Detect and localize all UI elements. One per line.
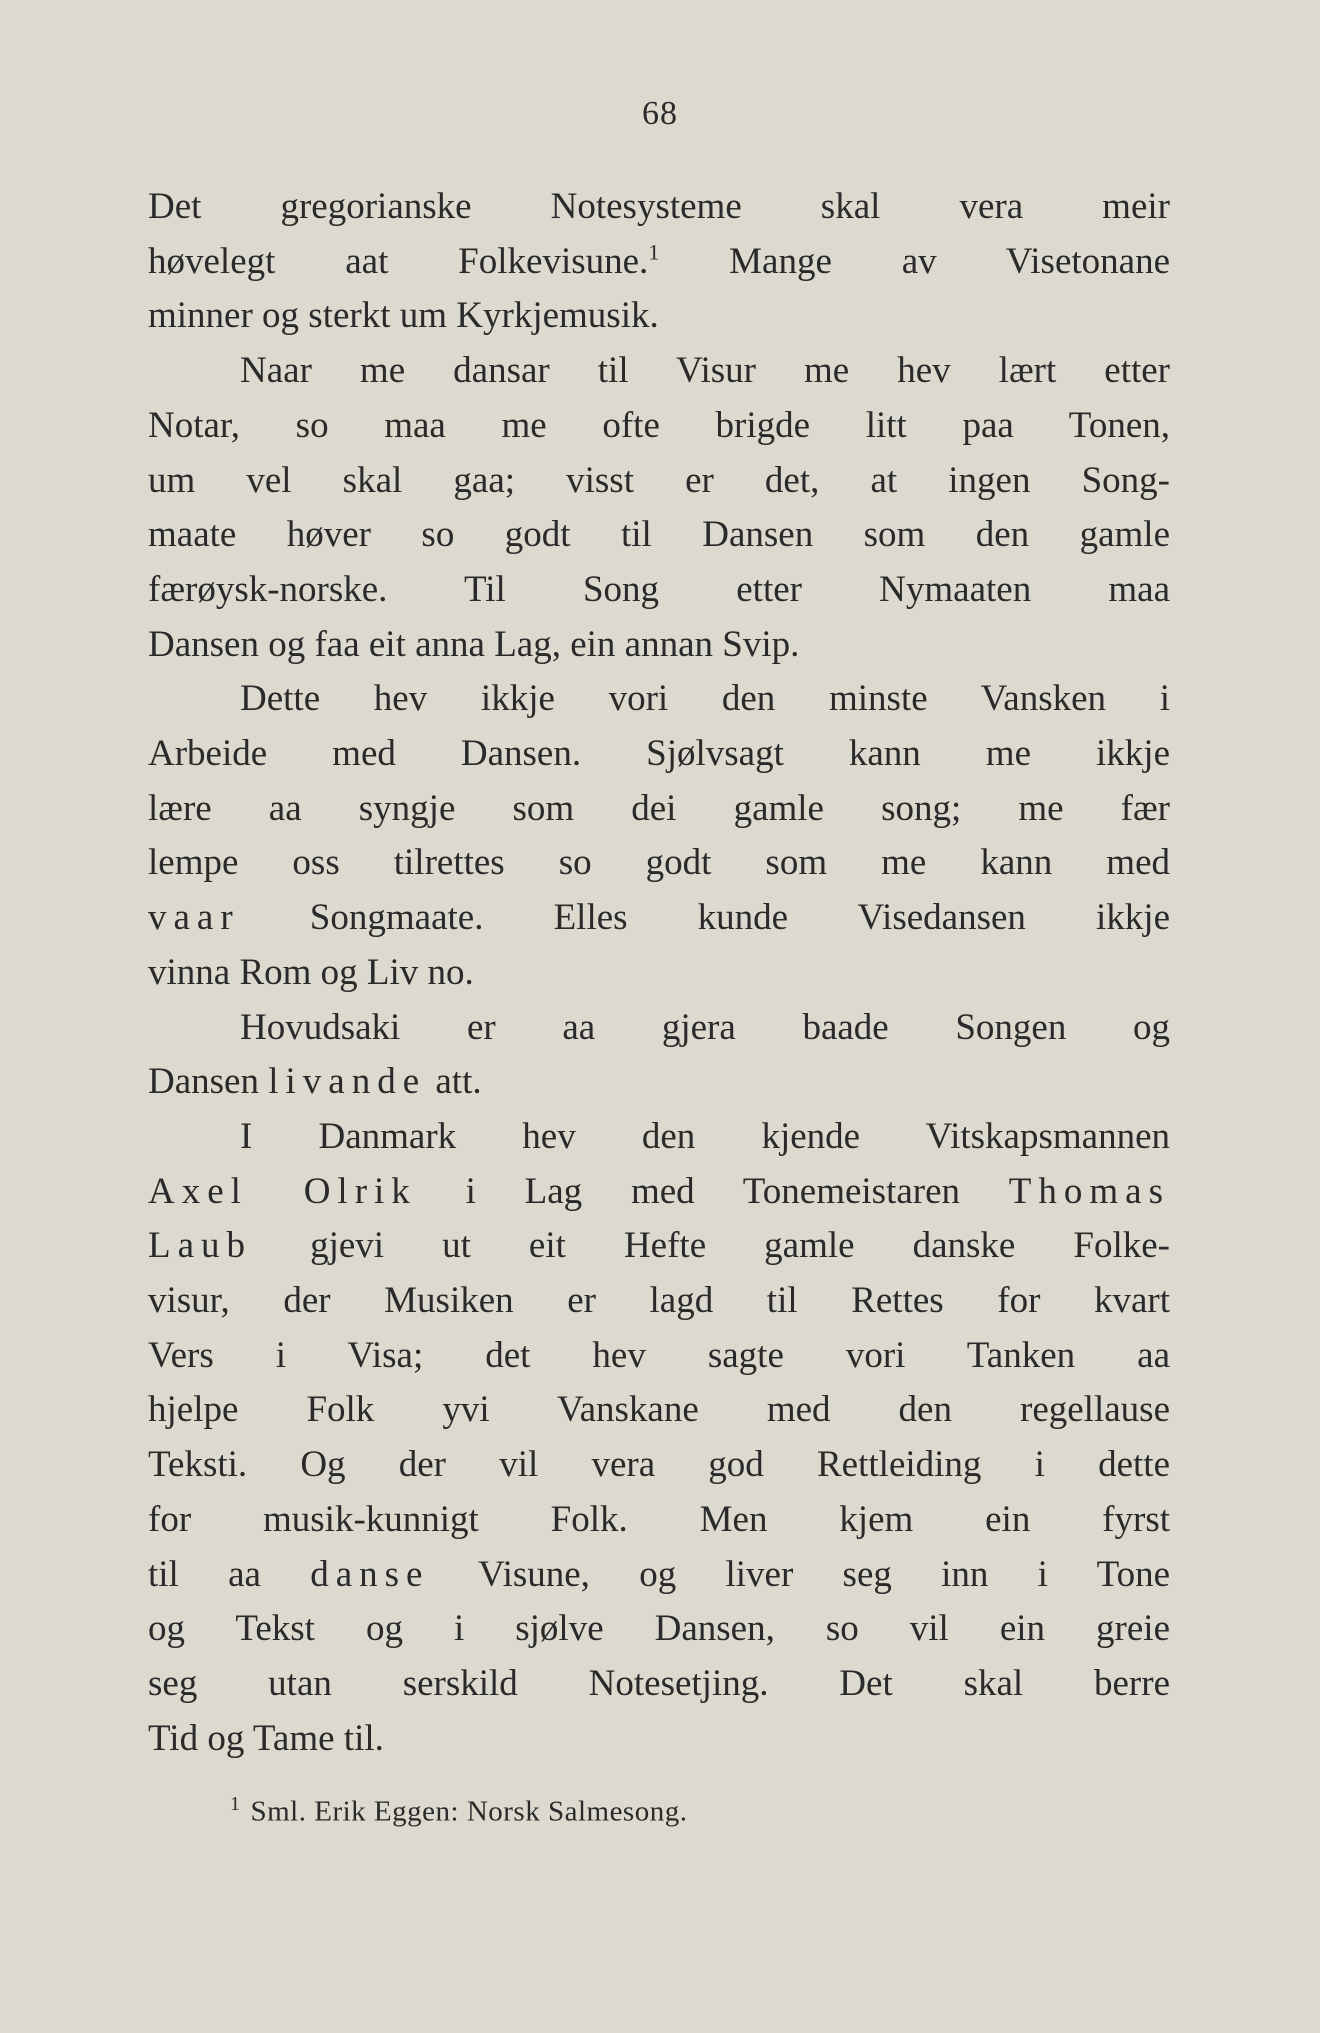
footnote (230, 1793, 687, 1829)
text-line: um vel skal gaa; visst er det, at ingen Song- (148, 459, 1170, 501)
text-line: hjelpe Folk yvi Vanskane med den regellause (148, 1389, 1170, 1431)
text-line: lære aa syngje som dei gamle song; me fær (148, 787, 1170, 829)
text-line: Dansen og faa eit anna Lag, ein annan Svip. (148, 623, 800, 665)
spaced-word: livande (268, 1061, 427, 1103)
text-line: Dansen livande att. (148, 1061, 482, 1103)
text-line: Teksti. Og der vil vera god Rettleiding i dette (148, 1444, 1170, 1486)
text-line: vaar Songmaate. Elles kunde Visedansen ikkje (148, 897, 1170, 939)
text-line: høvelegt aat Folkevisune.$^1$ Mange av Visetonane (148, 239, 1170, 282)
text-line: Notar, so maa me ofte brigde litt paa Tonen, (148, 404, 1170, 446)
page-number: 68 (642, 95, 678, 132)
text-line: vinna Rom og Liv no. (148, 951, 474, 993)
footnote-text: Sml. Erik Eggen: Norsk Salmesong. (250, 1795, 688, 1828)
text-line: for musik-kunnigt Folk. Men kjem ein fyrst (148, 1498, 1170, 1540)
text-line: Axel Olrik i Lag med Tonemeistaren Thomas (148, 1170, 1170, 1212)
spaced-word: danse (310, 1553, 430, 1595)
text-line: minner og sterkt um Kyrkjemusik. (148, 295, 659, 337)
text-line: Dette hev ikkje vori den minste Vansken i (240, 678, 1170, 720)
text-line: og Tekst og i sjølve Dansen, so vil ein greie (148, 1608, 1170, 1650)
spaced-word: vaar (148, 897, 240, 939)
text-line: Hovudsaki er aa gjera baade Songen og (240, 1006, 1170, 1048)
text-line: seg utan serskild Notesetjing. Det skal berre (148, 1662, 1170, 1704)
text-line: Laub gjevi ut eit Hefte gamle danske Folke- (148, 1225, 1170, 1267)
footnote-marker: 1 (230, 1793, 241, 1815)
body-text (148, 180, 1170, 1766)
text-line: maate høver so godt til Dansen som den gamle (148, 514, 1170, 556)
text-line: Vers i Visa; det hev sagte vori Tanken aa (148, 1334, 1170, 1376)
footnote-reference: 1 (648, 239, 660, 265)
spaced-name: Thomas (1008, 1170, 1170, 1212)
text-line: visur, der Musiken er lagd til Rettes for kvart (148, 1280, 1170, 1322)
text-line: til aa danse Visune, og liver seg inn i Tone (148, 1553, 1171, 1595)
text-line: Tid og Tame til. (148, 1717, 384, 1759)
text-line: Arbeide med Dansen. Sjølvsagt kann me ikkje (148, 733, 1170, 775)
text-line: Naar me dansar til Visur me hev lært etter (240, 350, 1170, 392)
text-line: I Danmark hev den kjende Vitskapsmannen (240, 1115, 1170, 1157)
text-line: lempe oss tilrettes so godt som me kann med (148, 842, 1170, 884)
spaced-name: Axel Olrik (148, 1170, 417, 1212)
spaced-name: Laub (148, 1225, 253, 1267)
text-line: færøysk-norske. Til Song etter Nymaaten maa (148, 568, 1170, 610)
text-line: Det gregorianske Notesysteme skal vera meir (148, 186, 1170, 227)
